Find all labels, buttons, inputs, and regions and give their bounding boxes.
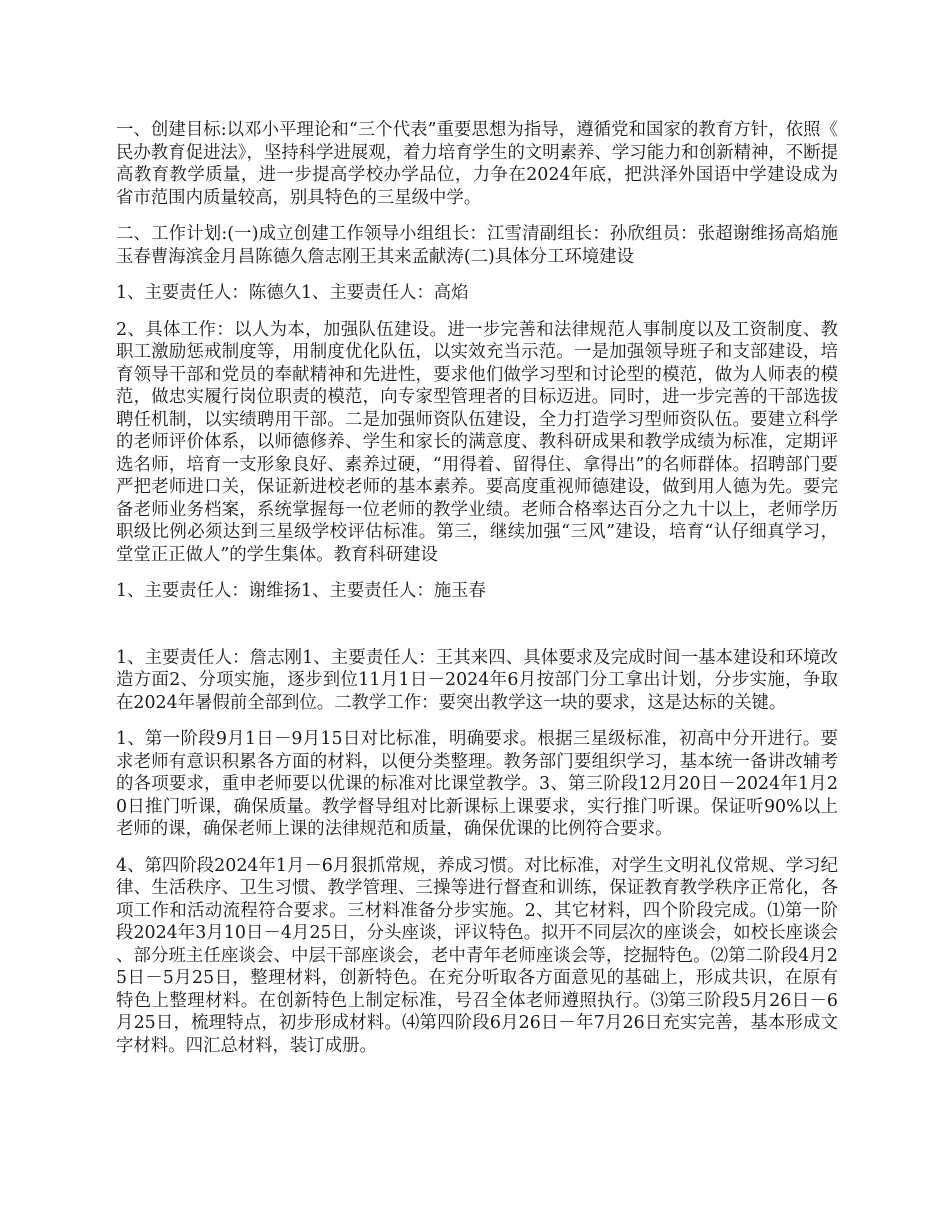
paragraph-responsible-environment: 1、主要责任人：陈德久1、主要责任人：高焰 — [116, 283, 469, 303]
paragraph-stage-four: 4、第四阶段2024年1月－6月狠抓常规，养成习惯。对比标准，对学生文明礼仪常规、学习纪律、生活秩序、卫生习惯、教学管理、三操等进行督查和训练，保证教育教学秩序正常化，各项工作和活动流程符合要求。三材料准备分步实施。2、其它材料，四个阶段完成。⑴第一阶段2024年3月10日－4月25日，分头座谈，评议特色。拟开不同层次的座谈会，如校长座谈会、部分班主任座谈会、中层干部座谈会，老中青年老师座谈会等，挖掘特色。⑵第二阶段4月25日－5月25日，整理材料，创新特色。在充分听取各方面意见的基础上，形成共识，在原有特色上整理材料。在创新特色上制定标准，号召全体老师遵照执行。⑶第三阶段5月26日－6月25日，梳理特点，初步形成材料。⑷第四阶段6月26日－年7月26日充实完善，基本形成文字材料。四汇总材料，装订成册。 — [116, 855, 838, 1056]
paragraph-requirements: 1、主要责任人：詹志刚1、主要责任人：王其来四、具体要求及完成时间一基本建设和环境改造方面2、分项实施，逐步到位11月1日－2024年6月按部门分工拿出计划，分步实施，争取在2024年暑假前全部到位。二教学工作：要突出教学这一块的要求，这是达标的关键。 — [116, 647, 838, 713]
paragraph-team-building: 2、具体工作：以人为本，加强队伍建设。进一步完善和法律规范人事制度以及工资制度、教职工激励惩戒制度等，用制度优化队伍，以实效充当示范。一是加强领导班子和支部建设，培育领导干部和党员的奉献精神和先进性，要求他们做学习型和讨论型的模范，做为人师表的模范，做忠实履行岗位职责的模范，向专家型管理者的目标迈进。同时，进一步完善的干部选拔聘任机制，以实绩聘用干部。二是加强师资队伍建设，全力打造学习型师资队伍。要建立科学的老师评价体系，以师德修养、学生和家长的满意度、教科研成果和教学成绩为标准，定期评选名师，培育一支形象良好、素养过硬，“用得着、留得住、拿得出”的名师群体。招聘部门要严把老师进口关，保证新进校老师的基本素养。要高度重视师德建设，做到用人德为先。要完备老师业务档案，系统掌握每一位老师的教学业绩。老师合格率达百分之九十以上，老师学历职级比例必须达到三星级学校评估标准。第三，继续加强“三风”建设，培育“认仔细真学习，堂堂正正做人”的学生集体。教育科研建设 — [116, 319, 838, 565]
paragraph-work-plan: 二、工作计划:(一)成立创建工作领导小组组长：江雪清副组长：孙欣组员：张超谢维扬高焰施玉春曹海滨金月昌陈德久詹志刚王其来孟献涛(二)具体分工环境建设 — [116, 224, 838, 267]
paragraph-responsible-research: 1、主要责任人：谢维扬1、主要责任人：施玉春 — [116, 581, 486, 601]
paragraph-stage-one: 1、第一阶段9月1日－9月15日对比标准，明确要求。根据三星级标准，初高中分开进行。要求老师有意识积累各方面的材料，以便分类整理。教务部门要组织学习，基本统一备讲改辅考的各项要求，重申老师要以优课的标准对比课堂教学。3、第三阶段12月20日－2024年1月20日推门听课，确保质量。教学督导组对比新课标上课要求，实行推门听课。保证听90%以上老师的课，确保老师上课的法律规范和质量，确保优课的比例符合要求。 — [116, 729, 838, 839]
blank-gap — [116, 617, 838, 647]
paragraph-goals: 一、创建目标:以邓小平理论和“三个代表”重要思想为指导，遵循党和国家的教育方针，依照《民办教育促进法》，坚持科学进展观，着力培育学生的文明素养、学习能力和创新精神，不断提高教育教学质量，进一步提高学校办学品位，力争在2024年底，把洪泽外国语中学建设成为省市范围内质量较高，别具特色的三星级中学。 — [116, 120, 838, 208]
